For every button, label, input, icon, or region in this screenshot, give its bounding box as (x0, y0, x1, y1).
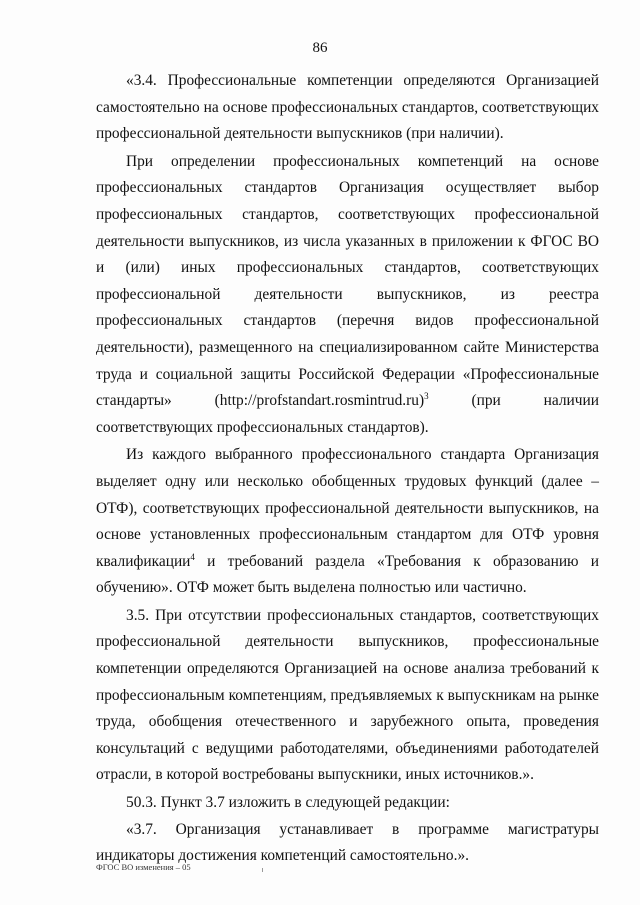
paragraph-3-7: «3.7. Организация устанавливает в программе магистратуры индикаторы достижения компетенций самостоятельно.». (96, 820, 599, 865)
paragraph-profstandard-selection (96, 149, 599, 442)
paragraph-3-5: 3.5. При отсутствии профессиональных стандартов, соответствующих профессиональной деятельности выпускников, профессиональные компетенции определяются Организацией на основе анализа требований к профессиональным компетенциям, предъявляемых к выпускникам на рынке труда, обобщения отечественного и зарубежного опыта, проведения консультаций с ведущими работодателями, объединениями работодателей отрасли, в которой востребованы выпускники, иных источников.». (96, 606, 599, 784)
footnote-ref-3: 3 (424, 391, 429, 401)
paragraph-otf (96, 442, 599, 602)
paragraph-text-continued: и требований раздела «Требования к образованию и обучению». ОТФ может быть выделена полностью или частично. (96, 552, 599, 597)
paragraph-50-3: 50.3. Пункт 3.7 изложить в следующей редакции: (126, 794, 450, 812)
footnote-ref-4: 4 (190, 551, 195, 562)
paragraph-text: При определении профессиональных компетенций на основе профессиональных стандартов Организация осуществляет выбор профессиональных стандартов, соответствующих профессиональной деятельности выпускников, из числа указанных в приложении к ФГОС ВО и (или) иных профессиональных стандартов, соответствующих профессиональной деятельности выпускников, из реестра профессиональных стандартов (перечня видов профессиональной деятельности), размещенного на специализированном сайте Министерства труда и социальной защиты Российской Федерации «Профессиональные стандарты» (http://profstandart.rosmintrud.ru) (96, 152, 599, 410)
paragraph-text: Из каждого выбранного профессионального стандарта Организация выделяет одну или несколько обобщенных трудовых функций (далее – ОТФ), соответствующих профессиональной деятельности выпускников, на основе установленных профессиональным стандартом для ОТФ уровня квалификации (96, 446, 599, 570)
page-number: 86 (312, 40, 328, 56)
paragraph-3-4: «3.4. Профессиональные компетенции определяются Организацией самостоятельно на основе профессиональных стандартов, соответствующих профессиональной деятельности выпускников (при наличии). (96, 72, 599, 143)
paragraph-text-continued: (при наличии соответствующих профессиональных стандартов). (96, 392, 599, 436)
document-body (96, 68, 599, 870)
scan-artifact (262, 868, 263, 872)
footer-note: ФГОС ВО изменения – 05 (96, 862, 191, 872)
